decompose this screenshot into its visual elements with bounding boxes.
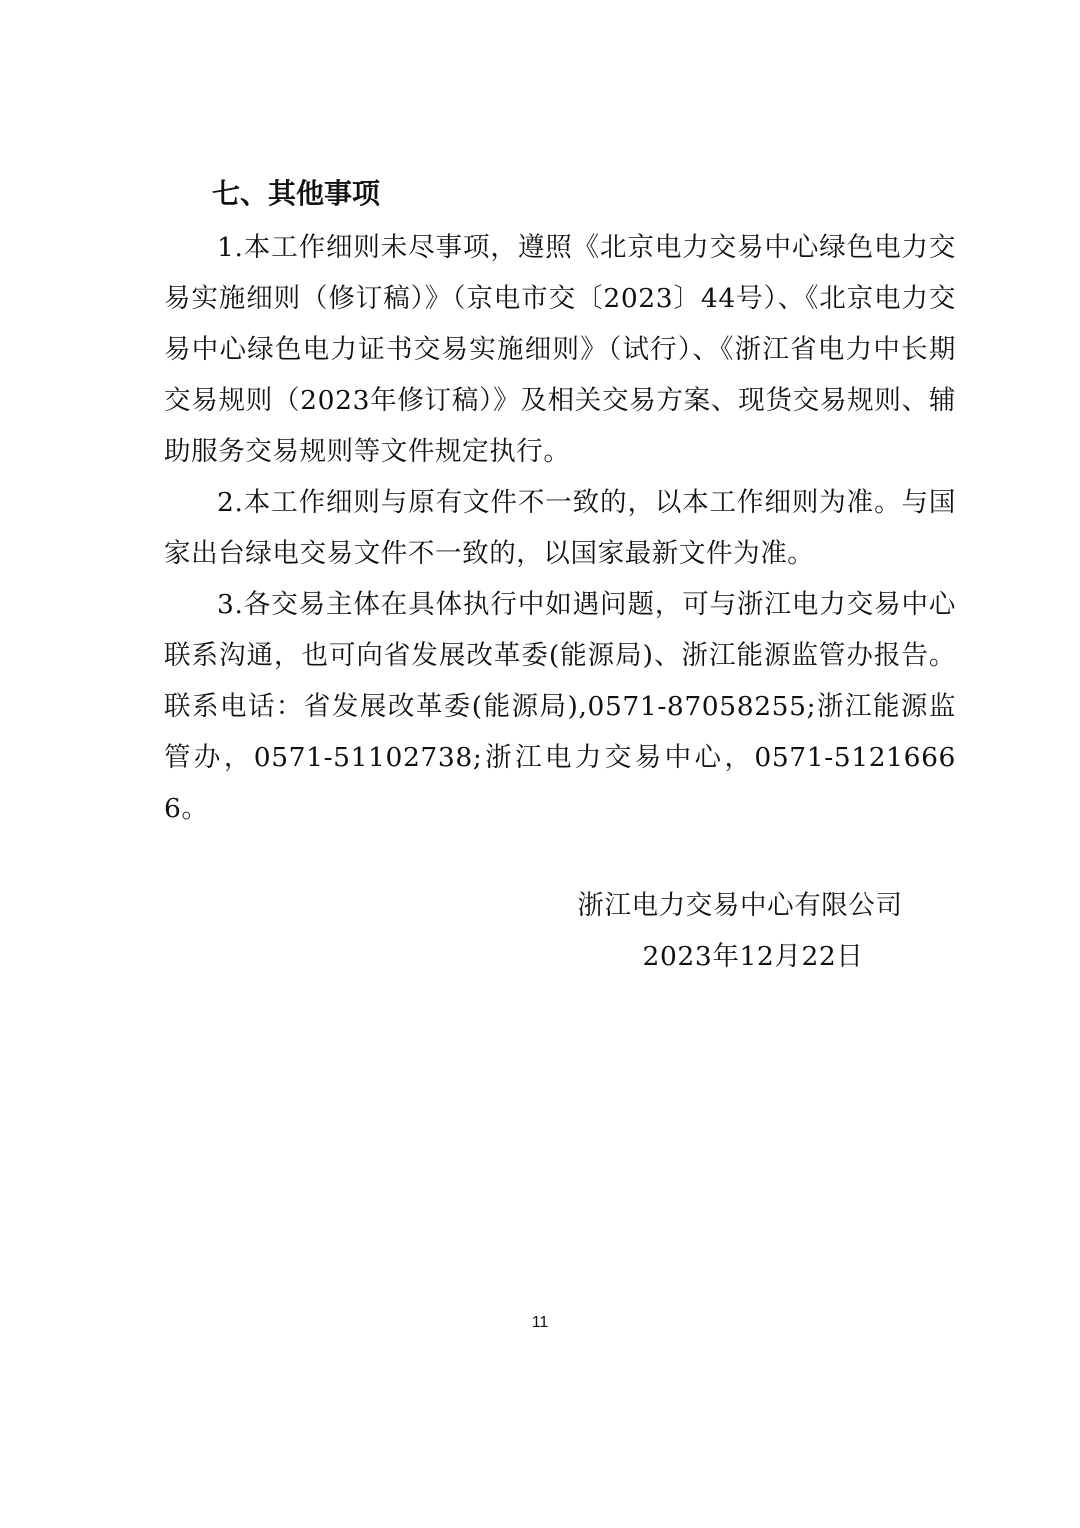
signature-organization: 浙江电力交易中心有限公司 [577, 890, 903, 921]
page-number: 11 [531, 1314, 549, 1331]
signature-block [560, 880, 920, 982]
section-heading: 七、其他事项 [212, 177, 381, 210]
signature-date: 2023年12月22日 [642, 941, 864, 972]
paragraph-1: 1.本工作细则未尽事项，遵照《北京电力交易中心绿色电力交易实施细则（修订稿）》（京电市交〔2023〕44号）、《北京电力交易中心绿色电力证书交易实施细则》（试行）、《浙江省电力中长期交易规则（2023年修订稿）》及相关交易方案、现货交易规则、辅助服务交易规则等文件规定执行。 [164, 232, 956, 467]
body-text [164, 222, 956, 834]
paragraph-3: 3.各交易主体在具体执行中如遇问题，可与浙江电力交易中心联系沟通，也可向省发展改革委(能源局)、浙江能源监管办报告。联系电话：省发展改革委(能源局),0571-87058255;浙江能源监管办，0571-51102738;浙江电力交易中心，0571-51216666。 [164, 589, 956, 824]
paragraph-2: 2.本工作细则与原有文件不一致的，以本工作细则为准。与国家出台绿电交易文件不一致的，以国家最新文件为准。 [164, 487, 956, 569]
